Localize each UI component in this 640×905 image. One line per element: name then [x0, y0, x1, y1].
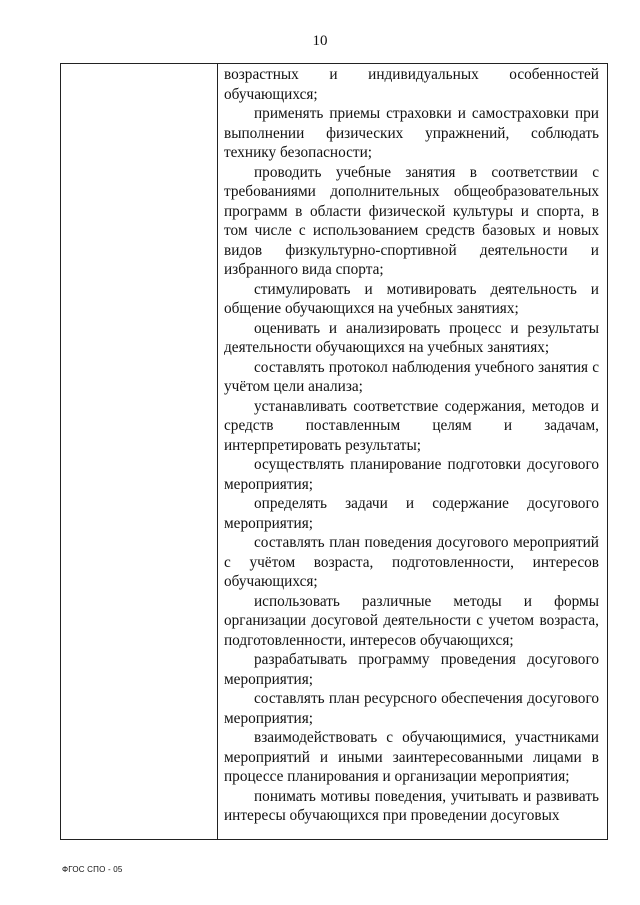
paragraph: осуществлять планирование подготовки досугового мероприятия;: [224, 456, 599, 493]
skills-cell: [224, 65, 599, 826]
paragraph: оценивать и анализировать процесс и результаты деятельности обучающихся на учебных занятиях;: [224, 319, 599, 356]
paragraph: разрабатывать программу проведения досугового мероприятия;: [224, 651, 599, 688]
paragraph: проводить учебные занятия в соответствии с требованиями дополнительных общеобразовательных программ в области физической культуры и спорта, в том числе с использованием средств базовых и новых видов физкультурно-спортивной деятельности и избранного вида спорта;: [224, 163, 599, 278]
paragraph: устанавливать соответствие содержания, методов и средств поставленным целям и задачам, интерпретировать результаты;: [224, 397, 599, 454]
paragraph: использовать различные методы и формы организации досуговой деятельности с учетом возраста, подготовленности, интересов обучающихся;: [224, 592, 599, 649]
page-number: 10: [312, 33, 328, 49]
paragraph: взаимодействовать с обучающимися, участниками мероприятий и иными заинтересованными лицами в процессе планирования и организации мероприятия;: [224, 729, 599, 785]
paragraph: применять приемы страховки и самостраховки при выполнении физических упражнений, соблюдать технику безопасности;: [224, 105, 599, 161]
paragraph: стимулировать и мотивировать деятельность и общение обучающихся на учебных занятиях;: [224, 280, 599, 317]
paragraph: возрастных и индивидуальных особенностей обучающихся;: [224, 66, 599, 103]
content-table: [60, 63, 608, 840]
column-divider: [217, 64, 218, 839]
document-code-footer: ФГОС СПО - 05: [62, 865, 123, 874]
paragraph: понимать мотивы поведения, учитывать и развивать интересы обучающихся при проведении досуговых: [224, 787, 599, 824]
paragraph: определять задачи и содержание досугового мероприятия;: [224, 495, 599, 532]
paragraph: составлять план поведения досугового мероприятий с учётом возраста, подготовленности, интересов обучающихся;: [224, 534, 599, 590]
paragraph: составлять протокол наблюдения учебного занятия с учётом цели анализа;: [224, 358, 599, 395]
paragraph: составлять план ресурсного обеспечения досугового мероприятия;: [224, 690, 599, 727]
